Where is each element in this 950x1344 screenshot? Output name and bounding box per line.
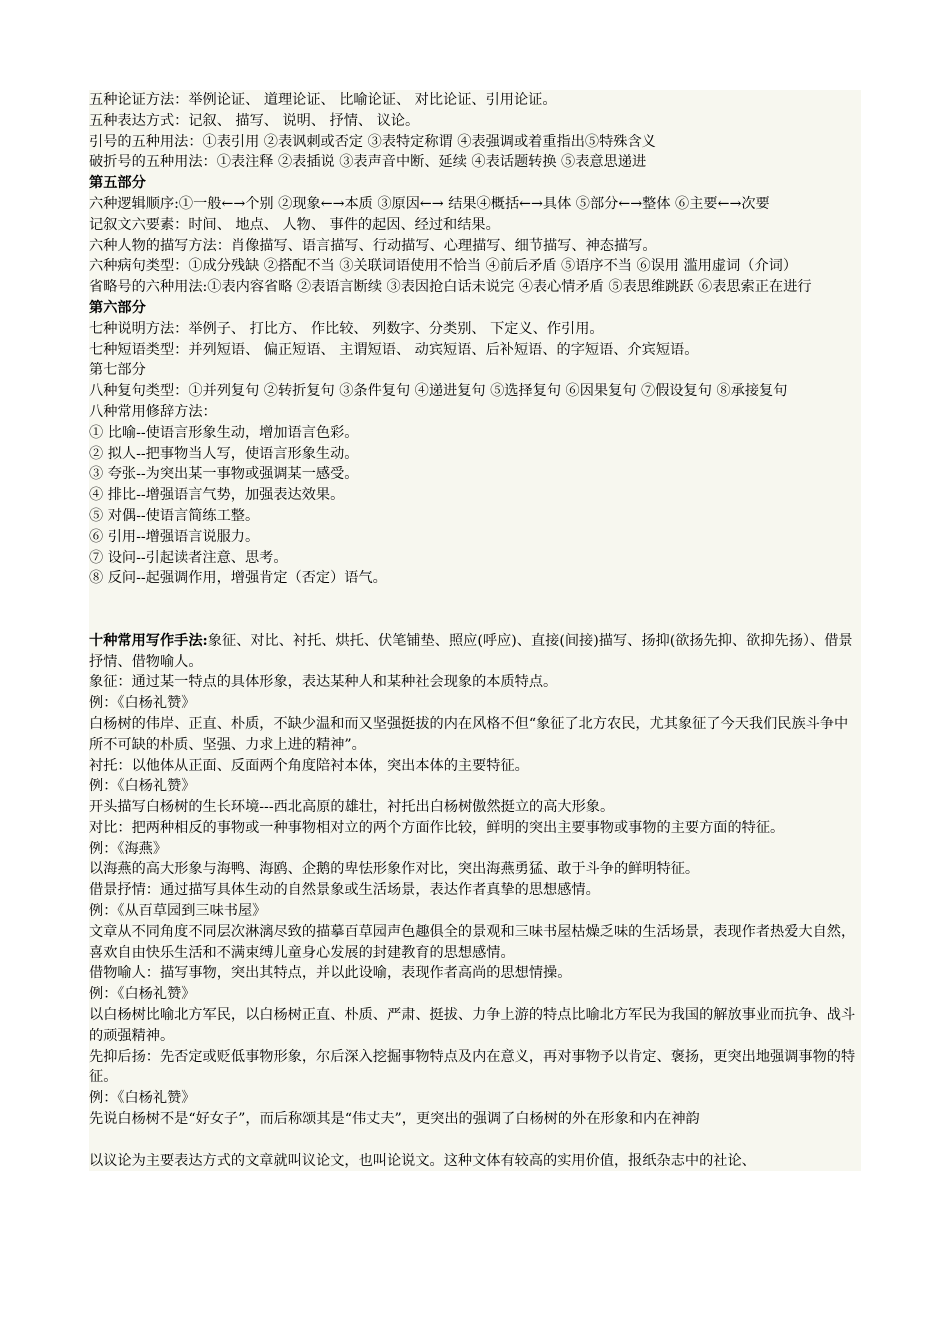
text-line: ③ 夸张--为突出某一事物或强调某一感受。 [89,466,359,483]
text-line: 象征：通过某一特点的具体形象，表达某种人和某种社会现象的本质特点。 [89,674,558,691]
text-line: 对比：把两种相反的事物或一种事物相对立的两个方面作比较，鲜明的突出主要事物或事物的主要方面的特征。 [89,819,785,836]
text-line: ⑧ 反问--起强调作用，增强肯定（否定）语气。 [89,570,387,587]
text-line: 衬托：以他体从正面、反面两个角度陪衬本体，突出本体的主要特征。 [89,757,529,774]
argumentative-essay-paragraph: 以议论为主要表达方式的文章就叫议论文，也叫论说文。这种文体有较高的实用价值，报纸杂志中的社论、 [89,1152,756,1169]
writing-methods-intro [89,631,861,673]
spacer [89,589,861,610]
text-line: 破折号的五种用法：①表注释 ②表插说 ③表声音中断、延续 ④表话题转换 ⑤表意思递进 [89,154,647,171]
text-line: 六种逻辑顺序:①一般←→个别 ②现象←→本质 ③原因←→ 结果④概括←→具体 ⑤部分←→整体 ⑥主要←→次要 [89,195,770,212]
text-line: ④ 排比--增强语言气势，加强表达效果。 [89,487,345,504]
text-line: 七种短语类型：并列短语、 偏正短语、 主谓短语、 动宾短语、后补短语、的字短语、介宾短语。 [89,341,699,358]
text-line: 引号的五种用法：①表引用 ②表讽刺或否定 ③表特定称谓 ④表强调或着重指出⑤特殊含义 [89,133,656,150]
text-line: 借景抒情：通过描写具体生动的自然景象或生活场景，表达作者真挚的思想感情。 [89,882,600,899]
text-line: 七种说明方法：举例子、 打比方、 作比较、 列数字、分类别、 下定义、作引用。 [89,320,604,337]
text-line: 记叙文六要素：时间、 地点、 人物、 事件的起因、经过和结果。 [89,216,500,233]
text-line: ⑤ 对偶--使语言简练工整。 [89,507,260,524]
text-line: ① 比喻--使语言形象生动，增加语言色彩。 [89,424,359,441]
text-line: 以海燕的高大形象与海鸭、海鸥、企鹅的卑怯形象作对比，突出海燕勇猛、敢于斗争的鲜明特征。 [89,861,700,878]
spacer [89,610,861,631]
text-line: 例：《白杨礼赞》 [89,986,196,1003]
text-line: 借物喻人：描写事物，突出其特点，并以此设喻，表现作者高尚的思想情操。 [89,965,572,982]
writing-methods-list: 象征、对比、衬托、烘托、伏笔铺垫、照应(呼应)、直接(间接)描写、扬抑(欲扬先抑、欲抑先扬）、借景抒情、借物喻人。 [89,632,853,670]
text-line: 例：《从百草园到三味书屋》 [89,903,267,920]
text-line: 例：《白杨礼赞》 [89,778,196,795]
text-line: 以白杨树比喻北方军民，以白杨树正直、朴质、严肃、挺拔、力争上游的特点比喻北方军民为我国的解放事业而抗争、战斗的顽强精神。 [89,1007,856,1044]
writing-methods-title: 十种常用写作手法: [89,632,208,649]
text-line: 八种复句类型：①并列复句 ②转折复句 ③条件复句 ④递进复句 ⑤选择复句 ⑥因果复句 ⑦假设复句 ⑧承接复句 [89,383,788,400]
text-line: ⑥ 引用--增强语言说服力。 [89,528,260,545]
text-line: 省略号的六种用法:①表内容省略 ②表语言断续 ③表因抢白话未说完 ④表心情矛盾 ⑤表思维跳跃 ⑥表思索正在进行 [89,279,812,296]
text-line: 八种常用修辞方法： [89,403,217,420]
text-line: 文章从不同角度不同层次淋漓尽致的描摹百草园声色趣俱全的景观和三味书屋枯燥乏味的生活场景，表现作者热爱大自然，喜欢自由快乐生活和不满束缚儿童身心发展的封建教育的思想感情。 [89,923,856,961]
text-line: 例：《白杨礼赞》 [89,695,196,712]
text-line: 先说白杨树不是“好女子”，而后称颂其是“伟丈夫”，更突出的强调了白杨树的外在形象和内在神韵 [89,1111,700,1128]
text-line: ② 拟人--把事物当人写，使语言形象生动。 [89,445,359,462]
text-line: 五种表达方式：记叙、 描写、 说明、 抒情、 议论。 [89,112,420,129]
section-writing-methods [89,672,861,1130]
section-heading: 第五部分 [89,175,146,192]
text-line: 例：《白杨礼赞》 [89,1090,196,1107]
text-line: ⑦ 设问--引起读者注意、思考。 [89,549,288,566]
text-line: 六种病句类型：①成分残缺 ②搭配不当 ③关联词语使用不恰当 ④前后矛盾 ⑤语序不当 ⑥误用 滥用虚词（介词） [89,258,798,275]
text-line: 开头描写白杨树的生长环境---西北高原的雄壮，衬托出白杨树傲然挺立的高大形象。 [89,799,615,816]
text-line: 六种人物的描写方法：肖像描写、语言描写、行动描写、心理描写、细节描写、神态描写。 [89,237,657,254]
spacer [89,1130,861,1151]
text-line: 五种论证方法：举例论证、 道理论证、 比喻论证、 对比论证、引用论证。 [89,92,557,108]
text-line: 先抑后扬：先否定或贬低事物形象，尔后深入挖掘事物特点及内在意义，再对事物予以肯定、褒扬，更突出地强调事物的特征。 [89,1048,856,1086]
section-heading: 第六部分 [89,299,146,316]
text-line: 第七部分 [89,362,146,379]
section-summary-lists [89,90,861,589]
document-body [89,90,861,1171]
text-line: 白杨树的伟岸、正直、朴质，不缺少温和而又坚强挺拔的内在风格不但“象征了北方农民，尤其象征了今天我们民族斗争中所不可缺的朴质、坚强、力求上进的精神”。 [89,715,849,753]
text-line: 例：《海燕》 [89,840,168,857]
